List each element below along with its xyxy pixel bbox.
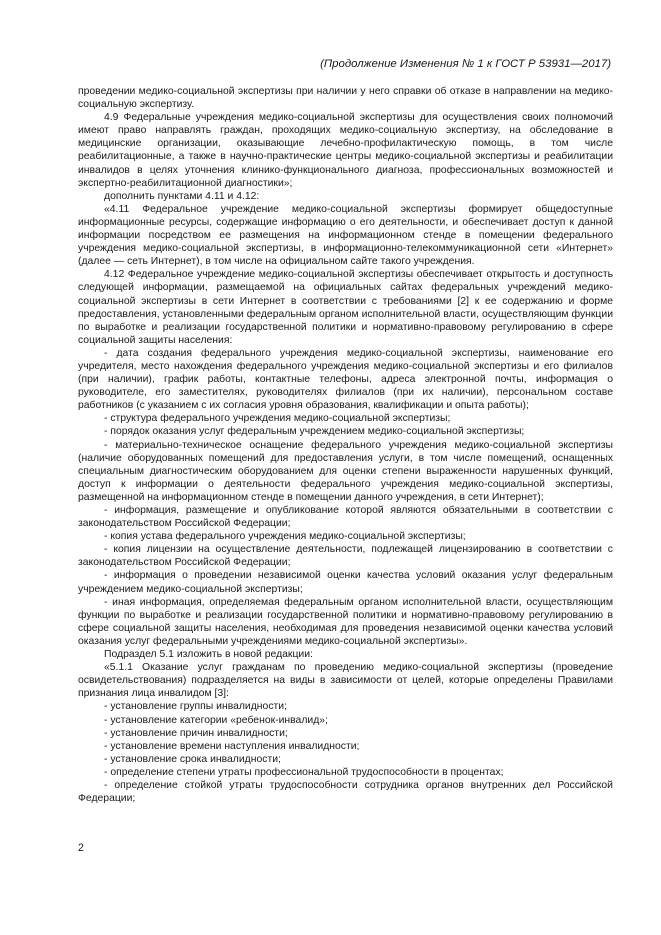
list-item: - информация, размещение и опубликование которой являются обязательными в соответствии с законодательством Российской Федерации;	[78, 505, 613, 530]
paragraph-subsection-5-1: Подраздел 5.1 изложить в новой редакции:	[104, 649, 313, 661]
running-header: (Продолжение Изменения № 1 к ГОСТ Р 53931—2017)	[320, 58, 611, 70]
list-item: - определение степени утраты профессиональной трудоспособности в процентах;	[104, 766, 504, 778]
list-item: - порядок оказания услуг федеральным учреждением медико-социальной экспертизы;	[104, 426, 525, 438]
paragraph: проведении медико-социальной экспертизы при наличии у него справки об отказе в направлении на медико-социальную экспертизу.	[78, 86, 613, 111]
list-item: - установление причин инвалидности;	[104, 727, 288, 739]
list-item: - копия лицензии на осуществление деятельности, подлежащей лицензированию в соответствии с законодательством Российской Федерации;	[78, 544, 613, 569]
list-item: - установление группы инвалидности;	[104, 701, 287, 713]
paragraph-4-12: 4.12 Федеральное учреждение медико-социальной экспертизы обеспечивает открытость и доступность следующей информации, размещаемой на официальных сайтах федеральных учреждений медико-социальной экспертизы в сети Интернет в соответствии с требованиями [2] к ее содержанию и форме предоставления, установленными федеральным органом исполнительной власти, осуществляющим функции по выработке и реализации государственной политики и нормативно-правовому регулированию в сфере социальной защиты населения:	[78, 269, 613, 346]
document-body	[78, 85, 613, 805]
page-number: 2	[78, 842, 84, 854]
list-item: - иная информация, определяемая федеральным органом исполнительной власти, осуществляющим функции по выработке и реализации государственной политики и нормативно-правовому регулированию в сфере социальной защиты населения, необходимая для проведения независимой оценки качества условий оказания услуг федеральными учреждениями медико-социальной экспертизы».	[78, 596, 613, 647]
list-item: - структура федерального учреждения медико-социальной экспертизы;	[104, 413, 451, 425]
list-item: - установление категории «ребенок-инвалид»;	[104, 714, 328, 726]
list-item: - копия устава федерального учреждения медико-социальной экспертизы;	[104, 531, 466, 543]
list-item: - установление срока инвалидности;	[104, 753, 281, 765]
list-item: - определение стойкой утраты трудоспособности сотрудника органов внутренних дел Российской Федерации;	[78, 779, 613, 805]
paragraph-4-9: 4.9 Федеральные учреждения медико-социальной экспертизы для осуществления своих полномочий имеют право направлять граждан, проходящих медико-социальную экспертизу, на обследование в медицинские организации, оказывающие лечебно-профилактическую помощь, в том числе реабилитационные, а также в научно-практические центры медико-социальной экспертизы и реабилитации инвалидов в целях уточнения клинико-функционального диагноза, профессиональных возможностей и экспертно-реабилитационной диагностики»;	[78, 112, 613, 189]
list-item: - установление времени наступления инвалидности;	[104, 740, 360, 752]
list-item: - дата создания федерального учреждения медико-социальной экспертизы, наименование его учредителя, место нахождения федерального учреждения медико-социальной экспертизы и его филиалов (при наличии), график работы, контактные телефоны, адреса электронной почты, информация о руководителе, его заместителях, руководителях филиалов (при их наличии), персональном составе работников (с указанием с их согласия уровня образования, квалификации и опыта работы);	[78, 347, 613, 412]
list-item: - информация о проведении независимой оценки качества условий оказания услуг федеральным учреждением медико-социальной экспертизы;	[78, 570, 613, 595]
list-item: - материально-техническое оснащение федерального учреждения медико-социальной экспертизы (наличие оборудованных помещений для предоставления услуги, в том числе помещений, оснащенных специальным диагностическим оборудованием для оценки степени выраженности нарушенных функций, доступ к информации о деятельности федерального учреждения медико-социальной экспертизы, размещенной на информационном стенде в помещении данного учреждения, в сети Интернет);	[78, 439, 613, 503]
paragraph-5-1-1: «5.1.1 Оказание услуг гражданам по проведению медико-социальной экспертизы (проведение освидетельствования) подразделяется на виды в зависимости от целей, которые определены Правилами признания лица инвалидом [3]:	[78, 662, 613, 700]
paragraph-4-11: «4.11 Федеральное учреждение медико-социальной экспертизы формирует общедоступные информационные ресурсы, содержащие информацию о его деятельности, и обеспечивает доступ к данной информации посредством ее размещения на информационном стенде в помещении федерального учреждения медико-социальной экспертизы, в информационно-телекоммуникационной сети «Интернет» (далее — сеть Интернет), в том числе на официальном сайте такого учреждения.	[78, 203, 613, 268]
paragraph-amend-add: дополнить пунктами 4.11 и 4.12:	[104, 190, 260, 202]
